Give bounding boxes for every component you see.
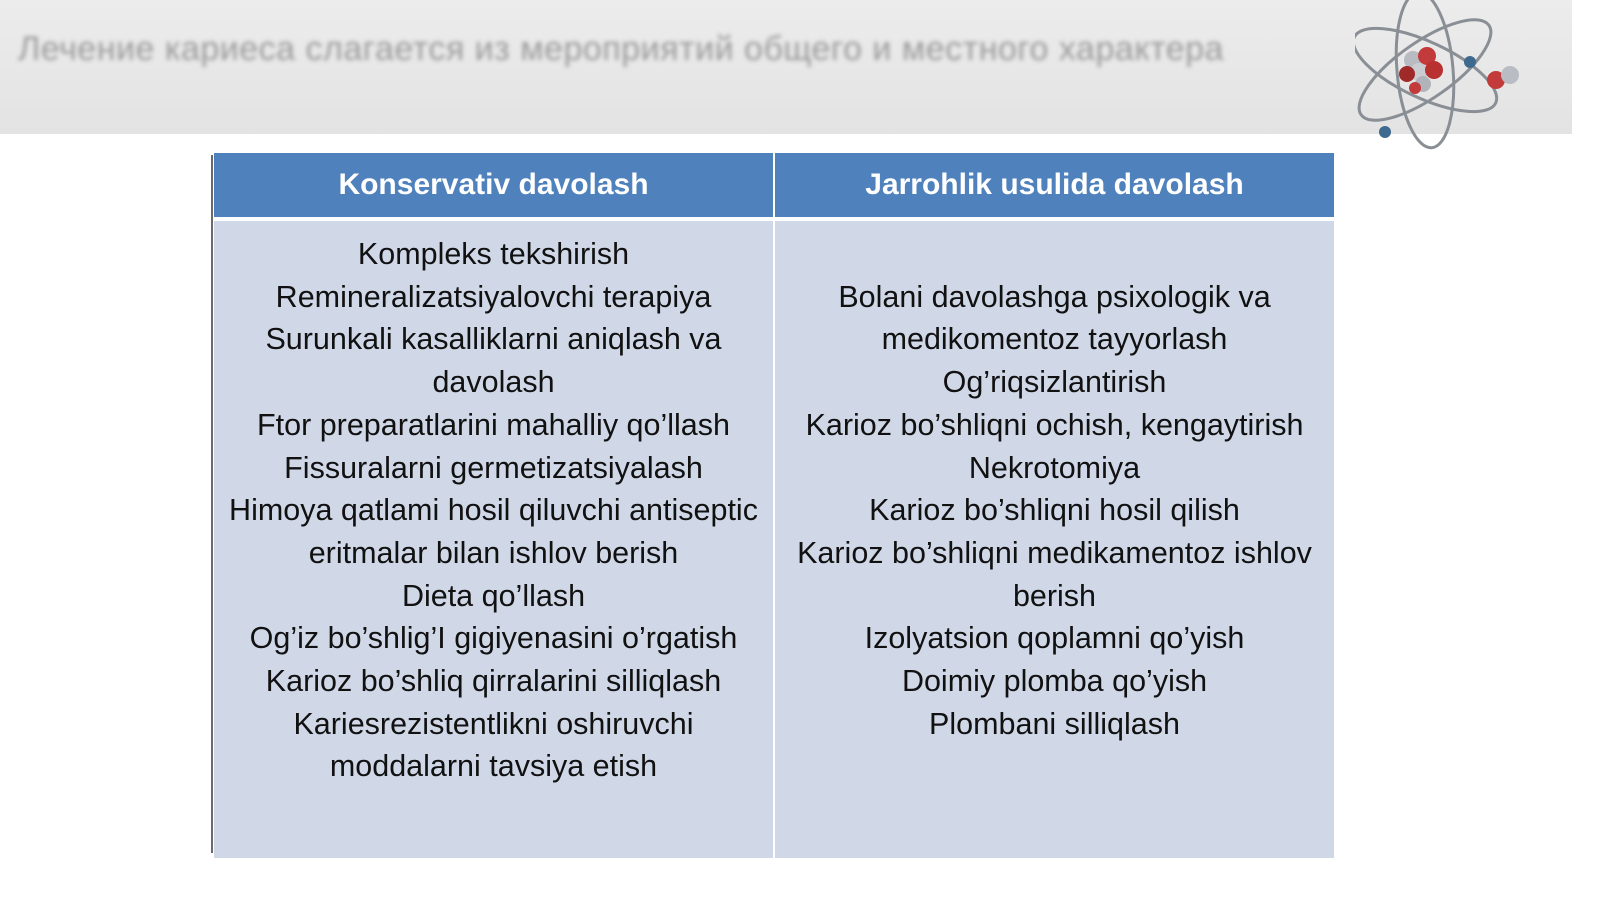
- atom-icon: [1355, 0, 1555, 160]
- list-item: Himoya qatlami hosil qiluvchi antiseptic eritmalar bilan ishlov berish: [229, 493, 758, 570]
- conservative-cell: [214, 219, 774, 858]
- treatment-table: [214, 153, 1334, 858]
- list-item: Karioz bo’shliqni hosil qilish: [869, 493, 1240, 528]
- list-item: Izolyatsion qoplamni qo’yish: [864, 621, 1245, 656]
- header-conservative: Konservativ davolash: [214, 153, 774, 219]
- list-item: Karioz bo’shliqni ochish, kengaytirish: [805, 407, 1304, 442]
- list-item: Karioz bo’shliq qirralarini silliqlash: [265, 664, 722, 699]
- list-item: Kariesrezistentlikni oshiruvchi moddalarni tavsiya etish: [293, 706, 694, 784]
- list-item: Bolani davolashga psixologik va medikomentoz tayyorlash: [838, 279, 1271, 357]
- list-item: Doimiy plomba qo’yish: [901, 664, 1208, 699]
- list-item: Ftor preparatlarini mahalliy qo’llash: [257, 407, 730, 442]
- slide-title: Лечение кариеса слагается из мероприятий общего и местного характера: [18, 30, 1224, 68]
- list-item: Fissuralarni germetizatsiyalash: [284, 450, 703, 485]
- list-item: Karioz bo’shliqni medikamentoz ishlov berish: [797, 535, 1312, 613]
- table-left-edge: [211, 155, 213, 853]
- title-band: [0, 0, 1572, 134]
- list-item: Surunkali kasalliklarni aniqlash va davolash: [265, 322, 722, 400]
- surgical-list: [785, 233, 1324, 745]
- list-item: Og’iz bo’shlig’I gigiyenasini o’rgatish: [249, 621, 738, 656]
- list-item: Kompleks tekshirish: [357, 237, 630, 271]
- conservative-list: [224, 233, 763, 788]
- list-item: Og’riqsizlantirish: [942, 365, 1167, 400]
- header-surgical: Jarrohlik usulida davolash: [774, 153, 1334, 219]
- list-item: Plombani silliqlash: [929, 706, 1180, 741]
- list-item: Remineralizatsiyalovchi terapiya: [275, 279, 712, 314]
- list-item: Nekrotomiya: [968, 450, 1141, 485]
- surgical-cell: [774, 219, 1334, 858]
- list-item: Dieta qo’llash: [401, 578, 586, 613]
